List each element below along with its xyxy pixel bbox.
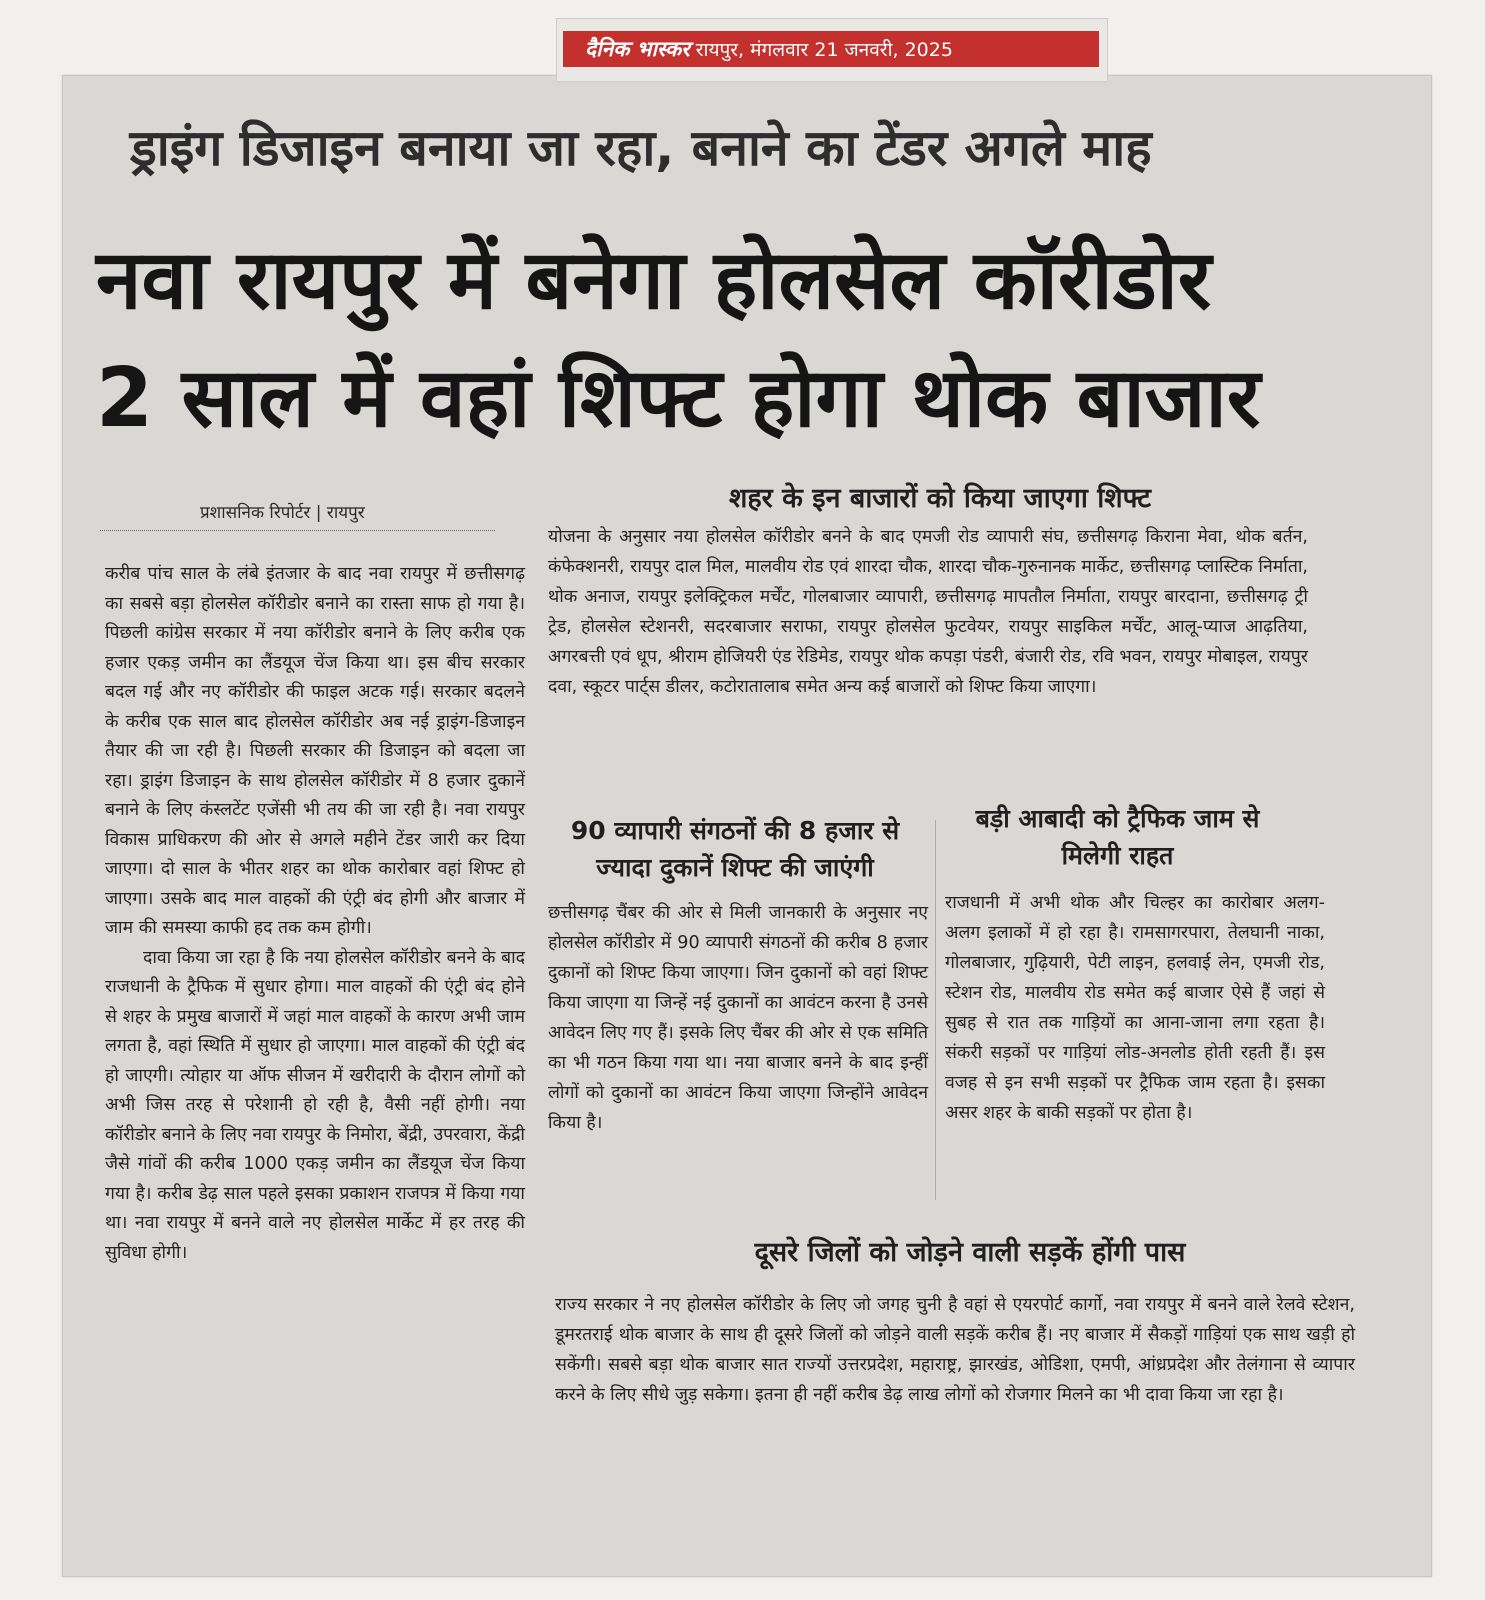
lead-paragraph-2: दावा किया जा रहा है कि नया होलसेल कॉरीडोर बनने के बाद राजधानी के ट्रैफिक में सुधार होगा। माल वाहकों की एंट्री बंद होने से शहर के प्रमुख बाजारों में जहां माल वाहकों के कारण अभी जाम लगता है, वहां स्थिति में सुधार हो जाएगा। माल वाहकों की एंट्री बंद हो जाएगी। त्योहार या ऑफ सीजन में खरीदारी के दौरान लोगों को अभी जिस तरह से परेशानी हो रही है, वैसी नहीं होगी। नया कॉरीडोर बनाने के लिए नवा रायपुर के निमोरा, बेंद्री, उपरवारा, केंद्री जैसे गांवों की करीब 1000 एकड़ जमीन का लैंडयूज चेंज किया गया है। करीब डेढ़ साल पहले इसका प्रकाशन राजपत्र में किया गया था। नवा रायपुर में बनने वाले नए होलसेल मार्केट में हर तरह की सुविधा होगी। (105, 947, 525, 1263)
masthead-bar (563, 31, 1099, 67)
shops-shift-text: छत्तीसगढ़ चैंबर की ओर से मिली जानकारी के अनुसार नए होलसेल कॉरीडोर में 90 व्यापारी संगठनों की करीब 8 हजार दुकानों को शिफ्ट किया जाएगा। जिन दुकानों को वहां शिफ्ट किया जाएगा या जिन्हें नई दुकानों का आवंटन करना है उनसे आवेदन लिए गए हैं। इसके लिए चैंबर की ओर से एक समिति का भी गठन किया गया था। नया बाजार बनने के बाद इन्हीं लोगों को दुकानों का आवंटन किया जाएगा जिन्होंने आवेदन किया है। (548, 903, 928, 1133)
traffic-relief-heading: बड़ी आबादी को ट्रैफिक जाम से मिलेगी राहत (975, 804, 1260, 870)
byline: प्रशासनिक रिपोर्टर | रायपुर (200, 503, 365, 523)
column-divider (935, 820, 936, 1200)
newspaper-name: दैनिक भास्कर (585, 37, 690, 61)
main-headline (96, 222, 1346, 458)
byline-rule (100, 530, 495, 531)
masthead (556, 18, 1108, 82)
shops-shift-heading: 90 व्यापारी संगठनों की 8 हजार से ज्यादा दुकानें शिफ्ट की जाएंगी (570, 816, 900, 882)
markets-shift-text: योजना के अनुसार नया होलसेल कॉरीडोर बनने के बाद एमजी रोड व्यापारी संघ, छत्तीसगढ़ किराना मेवा, थोक बर्तन, कंफेक्शनरी, रायपुर दाल मिल, मालवीय रोड एवं शारदा चौक, शारदा चौक-गुरुनानक मार्केट, छत्तीसगढ़ प्लास्टिक निर्माता, थोक अनाज, रायपुर इलेक्ट्रिकल मर्चेंट, गोलबाजार व्यापारी, छत्तीसगढ़ मापतौल निर्माता, रायपुर बारदाना, छत्तीसगढ़ ट्री ट्रेड, होलसेल स्टेशनरी, सदरबाजार सराफा, रायपुर होलसेल फुटवेयर, रायपुर साइकिल मर्चेंट, आलू-प्याज आढ़तिया, अगरबत्ती एवं धूप, श्रीराम होजियरी एंड रेडिमेड, रायपुर थोक कपड़ा पंडरी, बंजारी रोड, रवि भवन, रायपुर मोबाइल, रायपुर दवा, स्कूटर पार्ट्स डीलर, कटोरातालाब समेत अन्य कई बाजारों को शिफ्ट किया जाएगा। (548, 527, 1309, 697)
kicker-headline: ड्राइंग डिजाइन बनाया जा रहा, बनाने का टेंडर अगले माह (130, 119, 1152, 177)
traffic-relief-text: राजधानी में अभी थोक और चिल्हर का कारोबार अलग-अलग इलाकों में हो रहा है। रामसागरपारा, तेलघानी नाका, गोलबाजार, गुढ़ियारी, पेटी लाइन, हलवाई लेन, एमजी रोड, स्टेशन रोड, मालवीय रोड समेत कई बाजार ऐसे हैं जहां से सुबह से रात तक गाड़ियों का आना-जाना लगा रहता है। संकरी सड़कों पर गाड़ियां लोड-अनलोड होती रहती हैं। इस वजह से इन सभी सड़कों पर ट्रैफिक जाम रहता है। इसका असर शहर के बाकी सड़कों पर होता है। (945, 893, 1325, 1123)
lead-paragraph-1: करीब पांच साल के लंबे इंतजार के बाद नवा रायपुर में छत्तीसगढ़ का सबसे बड़ा होलसेल कॉरीडोर बनाने का रास्ता साफ हो गया है। पिछली कांग्रेस सरकार में नया कॉरीडोर बनाने के लिए करीब एक हजार एकड़ जमीन का लैंडयूज चेंज किया था। इस बीच सरकार बदल गई और नए कॉरीडोर की फाइल अटक गई। सरकार बदलने के करीब एक साल बाद होलसेल कॉरीडोर अब नई ड्राइंग-डिजाइन तैयार की जा रही है। पिछली सरकार की डिजाइन को बदला जा रहा। ड्राइंग डिजाइन के साथ होलसेल कॉरीडोर में 8 हजार दुकानें बनाने के लिए कंस्लटेंट एजेंसी भी तय की जा रही है। नवा रायपुर विकास प्राधिकरण की ओर से अगले महीने टेंडर जारी कर दिया जाएगा। दो साल के भीतर शहर का थोक कारोबार वहां शिफ्ट हो जाएगा। उसके बाद माल वाहकों की एंट्री बंद होगी और बाजार में जाम की समस्या काफी हद तक कम होगी। (105, 564, 525, 938)
headline-line-2: 2 साल में वहां शिफ्ट होगा थोक बाजार (96, 351, 1261, 446)
dateline: रायपुर, मंगलवार 21 जनवरी, 2025 (695, 39, 953, 61)
lead-article-column (105, 560, 525, 1268)
headline-line-1: नवा रायपुर में बनेगा होलसेल कॉरीडोर (96, 233, 1212, 328)
roads-text: राज्य सरकार ने नए होलसेल कॉरीडोर के लिए जो जगह चुनी है वहां से एयरपोर्ट कार्गो, नवा रायपुर में बनने वाले रेलवे स्टेशन, डूमरतराई थोक बाजार के साथ ही दूसरे जिलों को जोड़ने वाली सड़कें करीब हैं। नए बाजार में सैकड़ों गाड़ियां एक साथ खड़ी हो सकेंगी। सबसे बड़ा थोक बाजार सात राज्यों उत्तरप्रदेश, महाराष्ट्र, झारखंड, ओडिशा, एमपी, आंध्रप्रदेश और तेलंगाना से व्यापार करने के लिए सीधे जुड़ सकेगा। इतना ही नहीं करीब डेढ़ लाख लोगों को रोजगार मिलने का भी दावा किया जा रहा है। (555, 1295, 1355, 1405)
roads-heading: दूसरे जिलों को जोड़ने वाली सड़कें होंगी पास (754, 1237, 1186, 1268)
markets-shift-heading: शहर के इन बाजारों को किया जाएगा शिफ्ट (728, 483, 1151, 514)
